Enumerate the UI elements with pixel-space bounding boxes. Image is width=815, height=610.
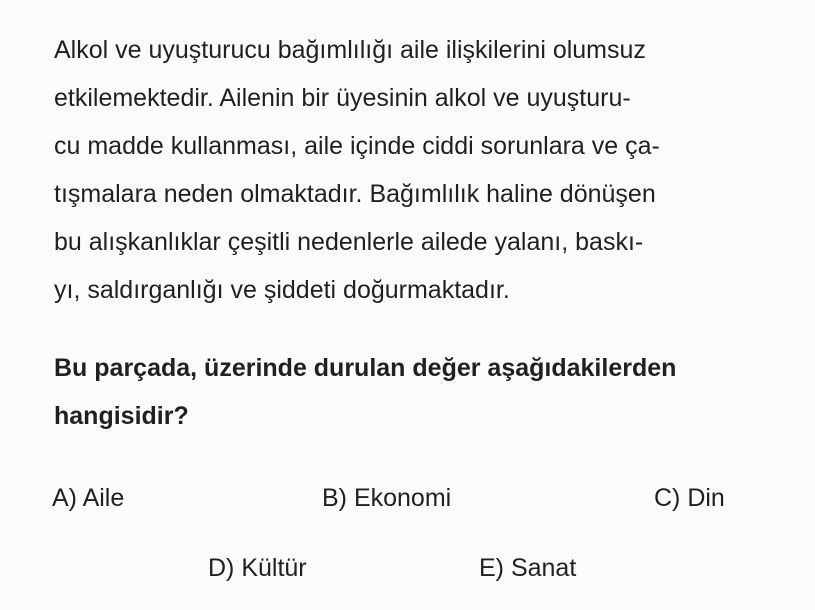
option-d[interactable]: D) Kültür	[208, 554, 307, 582]
passage-text	[54, 26, 754, 314]
option-b[interactable]: B) Ekonomi	[322, 484, 452, 512]
option-e[interactable]: E) Sanat	[479, 554, 577, 582]
option-a[interactable]: A) Aile	[52, 484, 125, 512]
passage-line: etkilemektedir. Ailenin bir üyesinin alkol ve uyuşturu-	[54, 84, 631, 112]
passage-line: cu madde kullanması, aile içinde ciddi sorunlara ve ça-	[54, 132, 660, 160]
passage-line: bu alışkanlıklar çeşitli nedenlerle ailede yalanı, baskı-	[54, 228, 644, 256]
passage-line: yı, saldırganlığı ve şiddeti doğurmaktadır.	[54, 276, 510, 304]
question-text	[54, 344, 774, 440]
passage-line: Alkol ve uyuşturucu bağımlılığı aile ilişkilerini olumsuz	[54, 36, 646, 64]
option-c[interactable]: C) Din	[654, 484, 725, 512]
question-line: Bu parçada, üzerinde durulan değer aşağıdakilerden	[54, 354, 677, 382]
question-line: hangisidir?	[54, 402, 189, 430]
passage-line: tışmalara neden olmaktadır. Bağımlılık haline dönüşen	[54, 180, 656, 208]
